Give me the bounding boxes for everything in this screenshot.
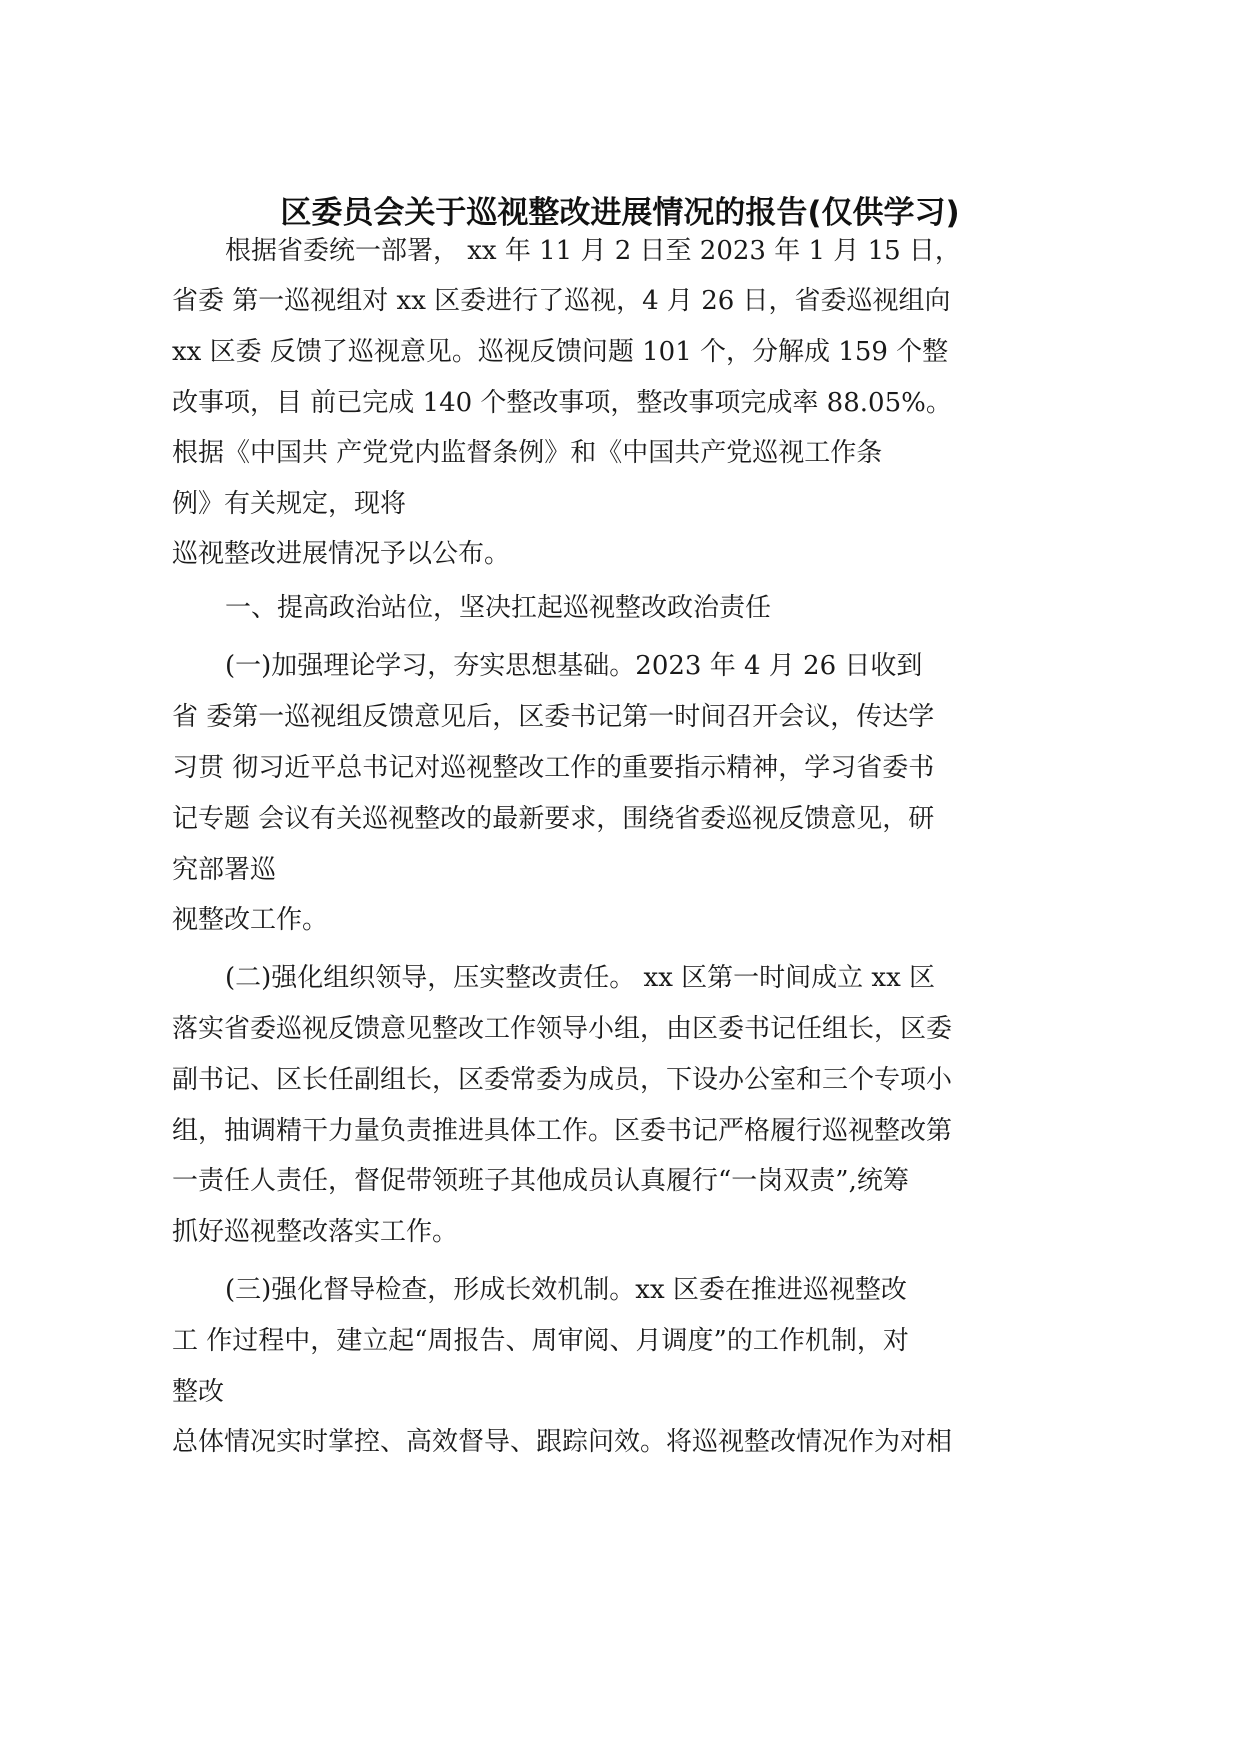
- paragraph-line: (三)强化督导检查，形成长效机制。xx 区委在推进巡视整改: [225, 1275, 907, 1305]
- paragraph-line: 省委 第一巡视组对 xx 区委进行了巡视，4 月 26 日，省委巡视组向: [172, 286, 951, 316]
- paragraph-line: 落实省委巡视反馈意见整改工作领导小组，由区委书记任组长，区委: [172, 1014, 953, 1044]
- paragraph-line: 总体情况实时掌控、高效督导、跟踪问效。将巡视整改情况作为对相: [172, 1427, 953, 1457]
- paragraph-line: xx 区委 反馈了巡视意见。巡视反馈问题 101 个，分解成 159 个整: [172, 337, 949, 367]
- paragraph-line: (一)加强理论学习，夯实思想基础。2023 年 4 月 26 日收到: [225, 651, 923, 681]
- paragraph-line: 改事项，目 前已完成 140 个整改事项，整改事项完成率 88.05%。: [172, 388, 952, 418]
- paragraph-line: 习贯 彻习近平总书记对巡视整改工作的重要指示精神，学习省委书: [172, 753, 935, 783]
- paragraph-line: 整改: [172, 1377, 225, 1407]
- section-heading: 一、提高政治站位，坚决扛起巡视整改政治责任: [225, 593, 772, 623]
- document-title: 区委员会关于巡视整改进展情况的报告(仅供学习): [280, 195, 960, 231]
- paragraph-line: 抓好巡视整改落实工作。: [172, 1217, 459, 1247]
- paragraph-line: 根据省委统一部署， xx 年 11 月 2 日至 2023 年 1 月 15 日，: [225, 236, 961, 266]
- paragraph-line: 省 委第一巡视组反馈意见后，区委书记第一时间召开会议，传达学: [172, 702, 935, 732]
- paragraph-line: (二)强化组织领导，压实整改责任。 xx 区第一时间成立 xx 区: [225, 963, 935, 993]
- paragraph-line: 副书记、区长任副组长，区委常委为成员，下设办公室和三个专项小: [172, 1065, 953, 1095]
- paragraph-line: 视整改工作。: [172, 905, 329, 935]
- paragraph-line: 工 作过程中，建立起“周报告、周审阅、月调度”的工作机制，对: [172, 1326, 909, 1356]
- paragraph-line: 一责任人责任，督促带领班子其他成员认真履行“一岗双责”,统筹: [172, 1166, 909, 1196]
- paragraph-line: 巡视整改进展情况予以公布。: [172, 539, 511, 569]
- paragraph-line: 例》有关规定，现将: [172, 489, 407, 519]
- paragraph-line: 根据《中国共 产党党内监督条例》和《中国共产党巡视工作条: [172, 438, 883, 468]
- paragraph-line: 组，抽调精干力量负责推进具体工作。区委书记严格履行巡视整改第: [172, 1116, 953, 1146]
- paragraph-line: 究部署巡: [172, 855, 277, 885]
- paragraph-line: 记专题 会议有关巡视整改的最新要求，围绕省委巡视反馈意见，研: [172, 804, 935, 834]
